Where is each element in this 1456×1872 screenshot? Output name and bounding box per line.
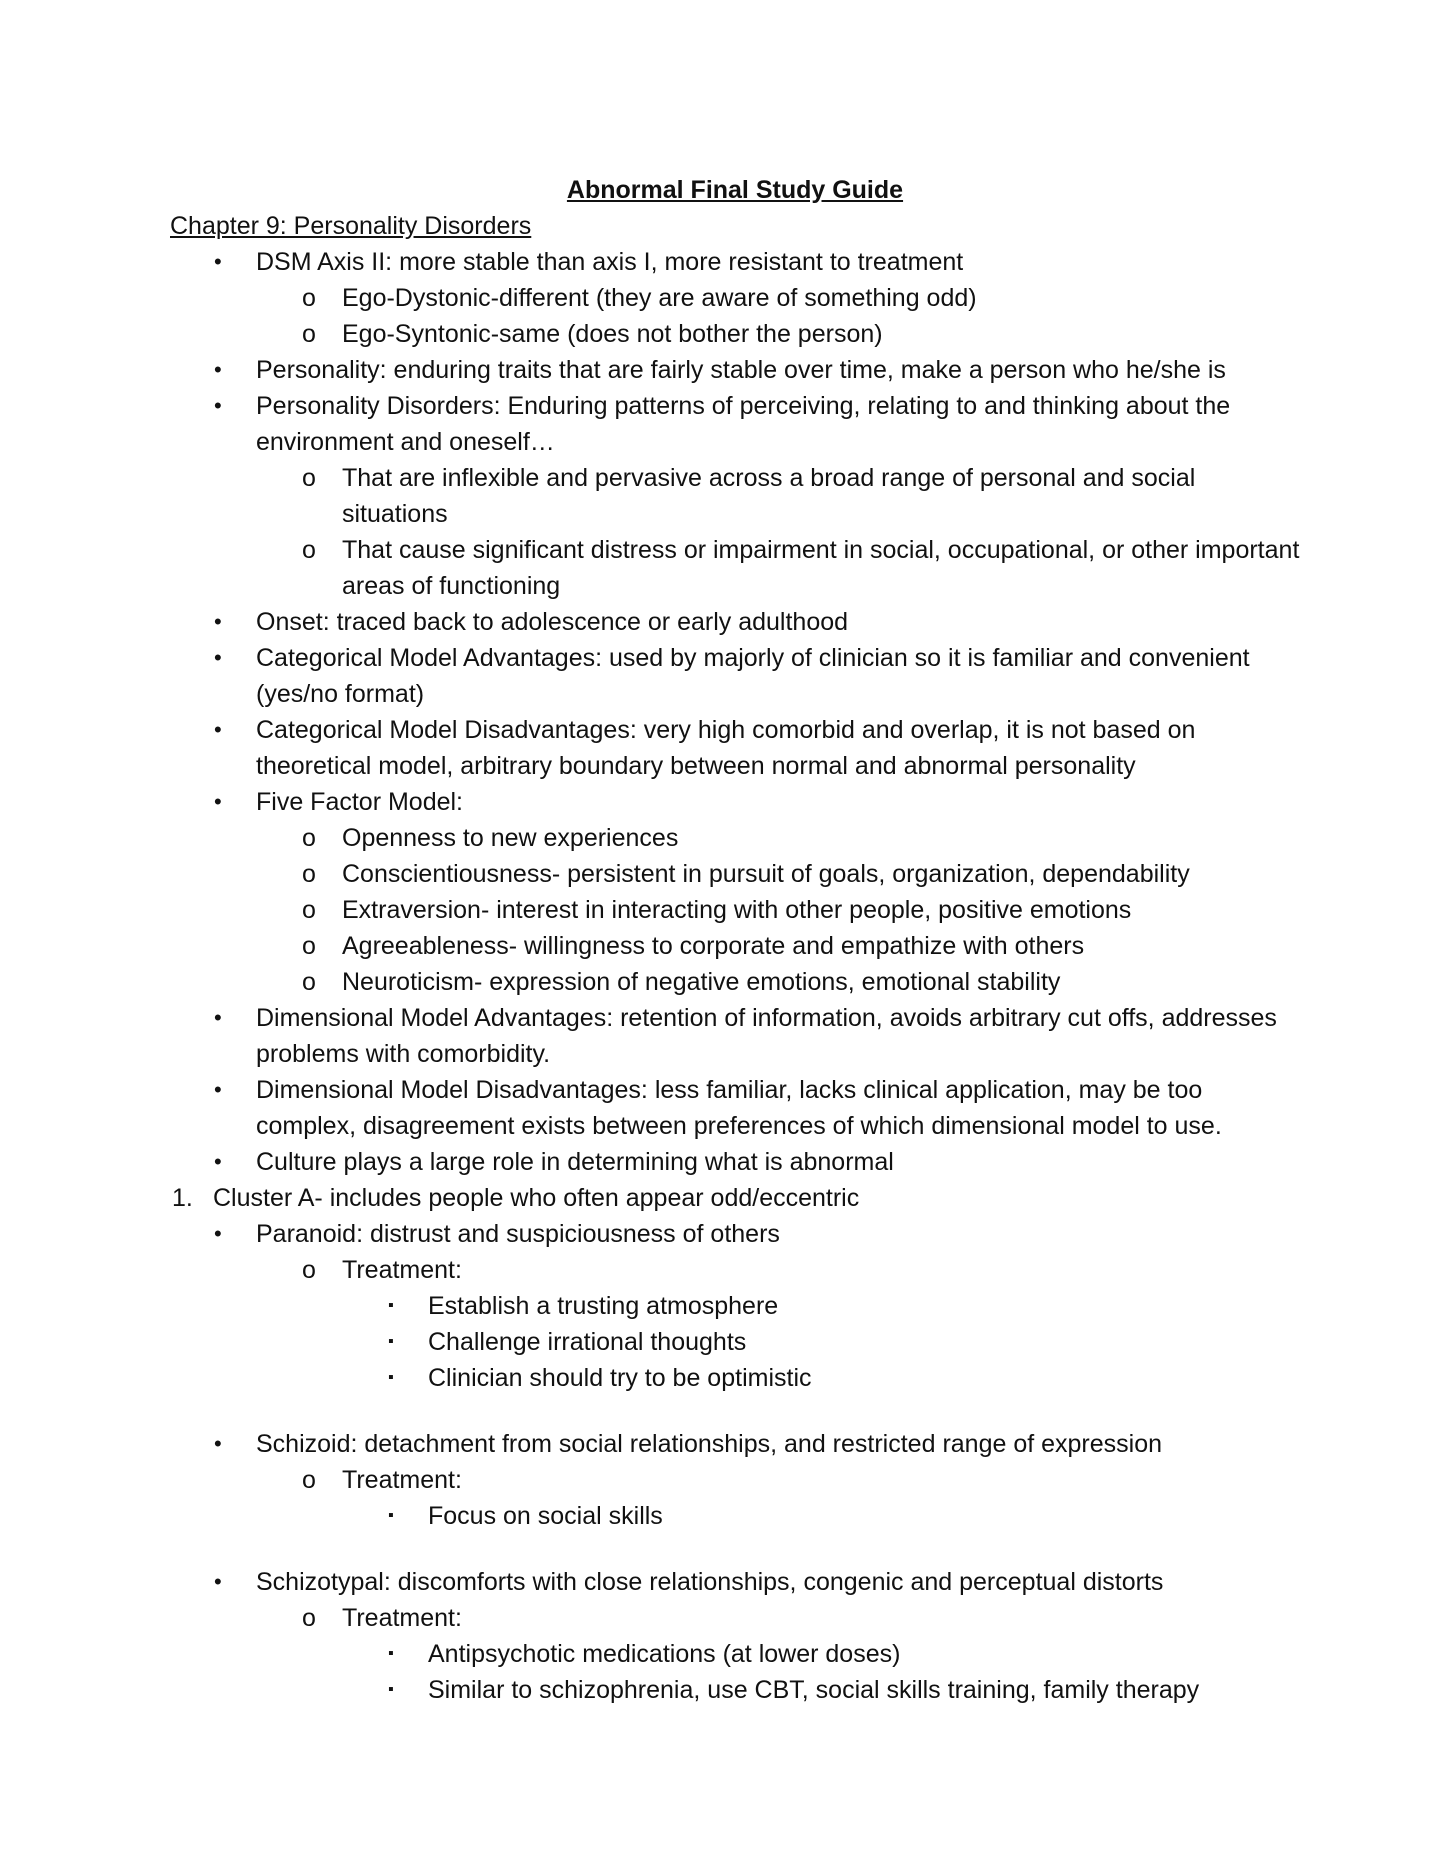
list-item-text: Clinician should try to be optimistic	[428, 1364, 812, 1392]
list-item-text: Similar to schizophrenia, use CBT, social skills training, family therapy	[428, 1676, 1200, 1704]
chapter-heading: Chapter 9: Personality Disorders	[170, 212, 532, 240]
list-item	[170, 532, 1300, 604]
list-item	[170, 928, 1300, 964]
list-item-text: Onset: traced back to adolescence or early adulthood	[256, 608, 849, 636]
list-item	[170, 1360, 1300, 1396]
list-item-text: Treatment:	[342, 1604, 462, 1632]
list-item-text: Extraversion- interest in interacting with other people, positive emotions	[342, 896, 1132, 924]
circle-marker: o	[302, 896, 316, 924]
list-item	[170, 1426, 1300, 1462]
list-item-text: DSM Axis II: more stable than axis I, more resistant to treatment	[256, 248, 964, 276]
list-item-text: Culture plays a large role in determining what is abnormal	[256, 1148, 894, 1176]
bullet-marker: •	[214, 1221, 222, 1246]
numbered-item	[170, 1180, 1300, 1216]
circle-marker: o	[302, 1604, 316, 1632]
bullet-marker: •	[214, 1149, 222, 1174]
list-item	[170, 604, 1300, 640]
list-item	[170, 1462, 1300, 1498]
list-item-text: Schizoid: detachment from social relationships, and restricted range of expression	[256, 1430, 1163, 1458]
list-item	[170, 964, 1300, 1000]
number-marker: 1.	[172, 1184, 193, 1212]
list-item	[170, 1672, 1300, 1708]
list-item-text: Ego-Syntonic-same (does not bother the person)	[342, 320, 883, 348]
bullet-marker: •	[214, 1569, 222, 1594]
list-item-text: Personality Disorders: Enduring patterns of perceiving, relating to and thinking about the environment and oneself…	[256, 392, 1231, 456]
list-item	[170, 1072, 1300, 1144]
list-item-text: Personality: enduring traits that are fairly stable over time, make a person who he/she is	[256, 356, 1226, 384]
list-item	[170, 1564, 1300, 1600]
circle-marker: o	[302, 284, 316, 312]
document-title: Abnormal Final Study Guide	[566, 176, 904, 204]
bullet-marker: •	[214, 645, 222, 670]
list-item	[170, 1288, 1300, 1324]
circle-marker: o	[302, 860, 316, 888]
bullet-marker: •	[214, 357, 222, 382]
list-item-text: That cause significant distress or impairment in social, occupational, or other important areas of functioning	[342, 536, 1300, 600]
document-content	[170, 172, 1300, 1708]
list-item	[170, 1324, 1300, 1360]
circle-marker: o	[302, 968, 316, 996]
bullet-marker: •	[214, 609, 222, 634]
list-item	[170, 352, 1300, 388]
square-marker: ▪	[388, 1297, 394, 1314]
list-item	[170, 1600, 1300, 1636]
list-item-text: That are inflexible and pervasive across a broad range of personal and social situations	[342, 464, 1196, 528]
list-item	[170, 1498, 1300, 1534]
square-marker: ▪	[388, 1333, 394, 1350]
list-item-text: Categorical Model Advantages: used by majorly of clinician so it is familiar and convenient (yes/no format)	[256, 644, 1250, 708]
list-item-text: Neuroticism- expression of negative emotions, emotional stability	[342, 968, 1061, 996]
list-item-text: Dimensional Model Advantages: retention of information, avoids arbitrary cut offs, addresses problems with comorbidity.	[256, 1004, 1277, 1068]
list-item	[170, 244, 1300, 280]
list-item	[170, 856, 1300, 892]
circle-marker: o	[302, 1256, 316, 1284]
bullet-marker: •	[214, 1077, 222, 1102]
list-item-text: Treatment:	[342, 1256, 462, 1284]
list-item-text: Antipsychotic medications (at lower doses)	[428, 1640, 901, 1668]
list-item-text: Challenge irrational thoughts	[428, 1328, 747, 1356]
spacer	[170, 1534, 1300, 1564]
list-item	[170, 1636, 1300, 1672]
circle-marker: o	[302, 464, 316, 492]
list-item-text: Openness to new experiences	[342, 824, 679, 852]
square-marker: ▪	[388, 1369, 394, 1386]
list-item-text: Treatment:	[342, 1466, 462, 1494]
square-marker: ▪	[388, 1681, 394, 1698]
circle-marker: o	[302, 1466, 316, 1494]
bullet-marker: •	[214, 393, 222, 418]
list-item-text: Five Factor Model:	[256, 788, 464, 816]
list-item-text: Establish a trusting atmosphere	[428, 1292, 779, 1320]
bullet-marker: •	[214, 1005, 222, 1030]
list-item	[170, 388, 1300, 460]
list-item	[170, 820, 1300, 856]
circle-marker: o	[302, 320, 316, 348]
circle-marker: o	[302, 536, 316, 564]
list-item-text: Paranoid: distrust and suspiciousness of others	[256, 1220, 780, 1248]
list-item-text: Agreeableness- willingness to corporate and empathize with others	[342, 932, 1085, 960]
list-item	[170, 712, 1300, 784]
list-item	[170, 1252, 1300, 1288]
list-item-text: Cluster A- includes people who often appear odd/eccentric	[213, 1184, 860, 1212]
list-item	[170, 316, 1300, 352]
list-item-text: Dimensional Model Disadvantages: less familiar, lacks clinical application, may be too complex, disagreement exists between preferences of which dimensional model to use.	[256, 1076, 1222, 1140]
circle-marker: o	[302, 932, 316, 960]
bullet-marker: •	[214, 789, 222, 814]
square-marker: ▪	[388, 1645, 394, 1662]
list-item	[170, 784, 1300, 820]
circle-marker: o	[302, 824, 316, 852]
list-item-text: Ego-Dystonic-different (they are aware of something odd)	[342, 284, 977, 312]
list-item-text: Conscientiousness- persistent in pursuit of goals, organization, dependability	[342, 860, 1190, 888]
square-marker: ▪	[388, 1507, 394, 1524]
spacer	[170, 1396, 1300, 1426]
list-item-text: Categorical Model Disadvantages: very high comorbid and overlap, it is not based on theoretical model, arbitrary boundary between normal and abnormal personality	[256, 716, 1196, 780]
list-item-text: Focus on social skills	[428, 1502, 663, 1530]
list-item	[170, 892, 1300, 928]
list-item	[170, 1000, 1300, 1072]
list-item	[170, 1144, 1300, 1180]
list-item-text: Schizotypal: discomforts with close relationships, congenic and perceptual distorts	[256, 1568, 1164, 1596]
list-item	[170, 460, 1300, 532]
bullet-marker: •	[214, 249, 222, 274]
list-item	[170, 280, 1300, 316]
bullet-marker: •	[214, 1431, 222, 1456]
list-item	[170, 1216, 1300, 1252]
bullet-marker: •	[214, 717, 222, 742]
list-item	[170, 640, 1300, 712]
